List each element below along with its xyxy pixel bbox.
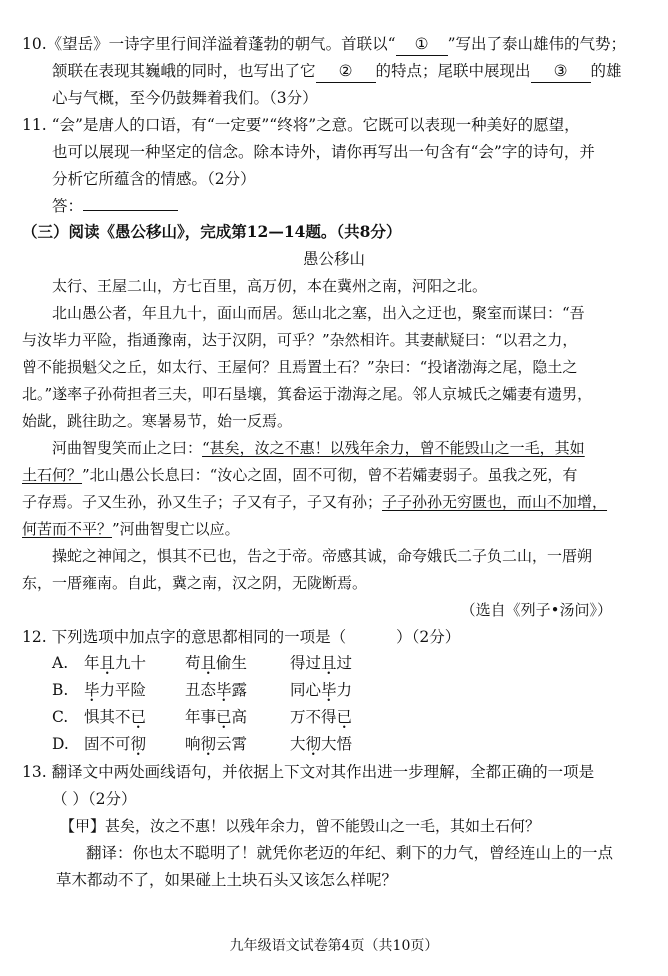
q10-blank-2[interactable]: ② <box>316 60 376 83</box>
q12-option-word: 毕力平险 <box>84 681 147 699</box>
q10-text-e: 的雄 <box>590 62 622 80</box>
dotted-character: 彻 <box>200 735 217 753</box>
passage-p3-line-4 <box>22 518 240 540</box>
passage-p2-line-4: 北。”遂率子孙荷担者三夫，叩石垦壤，箕畚运于渤海之尾。邻人京城氏之孀妻有遗男， <box>22 385 593 403</box>
passage-p3-text-b: ”北山愚公长息曰：“汝心之固，固不可彻，曾不若孀妻弱子。虽我之死，有 <box>82 466 578 484</box>
q10-blank-3[interactable]: ③ <box>531 60 591 83</box>
underlined-sentence-yi-part-2: 何苦而不平？ <box>22 520 113 538</box>
page-footer: 九年级语文试卷第4页（共10页） <box>229 938 439 954</box>
q12-option-letter[interactable]: D. <box>52 735 69 753</box>
q10-text-c: 颔联在表现其巍峨的同时，也写出了它 <box>52 62 316 80</box>
q11-answer-row <box>52 195 178 217</box>
dotted-character: 毕 <box>84 681 100 699</box>
q12-option-word: 丑态毕露 <box>185 681 248 699</box>
passage-p2-line-5: 始龀，跳往助之。寒暑易节，始一反焉。 <box>22 412 293 430</box>
underlined-sentence-yi-part-1: 子子孙孙无穷匮也，而山不加增， <box>382 493 608 511</box>
q13-jia-sentence: 【甲】甚矣，汝之不惠！以残年余力，曾不能毁山之一毛，其如土石何？ <box>60 817 541 835</box>
q12-option-word: 年事已高 <box>185 708 248 726</box>
passage-p1: 太行、王屋二山，方七百里，高万仞，本在冀州之南，河阳之北。 <box>52 277 488 295</box>
q12-option-word: 大彻大悟 <box>290 735 353 753</box>
q10-line-2 <box>52 60 622 83</box>
underlined-sentence-jia-part-1: “甚矣，汝之不惠！以残年余力，曾不能毁山之一毛，其如 <box>202 439 585 457</box>
dotted-character: 已 <box>216 708 232 726</box>
q12-option-word: 万不得已 <box>290 708 353 726</box>
q13-line-2: （ ）（2分） <box>52 790 137 808</box>
q12-option-word: 得过且过 <box>290 654 353 672</box>
q13-line-1: 13. 翻译文中两处画线语句，并依据上下文对其作出进一步理解，全都正确的一项是 <box>22 763 595 781</box>
dotted-character: 已 <box>336 708 353 726</box>
dotted-character: 彻 <box>305 735 322 753</box>
q13-translation-line-2: 草木都动不了，如果碰上土块石头又该怎么样呢？ <box>56 871 398 889</box>
passage-p3-line-3 <box>22 491 607 513</box>
q12-option-word: 年且九十 <box>84 654 147 672</box>
q11-line-3: 分析它所蕴含的情感。（2分） <box>52 170 256 188</box>
q10-line-3: 心与气概，至今仍鼓舞着我们。（3分） <box>52 89 318 107</box>
passage-p3-text-c: 子存焉。子又生孙，孙又生子；子又有子，子又有孙； <box>22 493 383 511</box>
passage-p4-line-2: 东，一厝雍南。自此，冀之南，汉之阴，无陇断焉。 <box>22 574 368 592</box>
q10-line-1 <box>22 33 626 56</box>
q12-option-letter[interactable]: B. <box>52 681 69 699</box>
passage-p3-line-2 <box>22 464 577 486</box>
q11-answer-label: 答： <box>52 197 84 215</box>
q11-answer-line[interactable] <box>83 196 178 211</box>
q11-line-2: 也可以展现一种坚定的信念。除本诗外，请你再写出一句含有“会”字的诗句，并 <box>52 143 595 161</box>
q12-option-word: 固不可彻 <box>84 735 147 753</box>
q12-stem <box>22 626 460 648</box>
dotted-character: 且 <box>200 654 217 672</box>
passage-title: 愚公移山 <box>302 250 365 268</box>
passage-source: （选自《列子•汤问》） <box>460 601 612 619</box>
passage-p3-text-d: ”河曲智叟亡以应。 <box>112 520 240 538</box>
q12-option-word: 同心毕力 <box>290 681 353 699</box>
section-3-heading: （三）阅读《愚公移山》，完成第12—14题。（共8分） <box>22 222 402 241</box>
q12-option-word: 惧其不已 <box>84 708 147 726</box>
dotted-character: 彻 <box>130 735 147 753</box>
passage-p2-line-2: 与汝毕力平险，指通豫南，达于汉阴，可乎？”杂然相许。其妻献疑曰：“以君之力， <box>22 331 578 349</box>
passage-p3-text-a: 河曲智叟笑而止之曰： <box>52 439 203 457</box>
dotted-character: 已 <box>130 708 147 726</box>
q10-text-b: ”写出了泰山雄伟的气势； <box>447 35 627 53</box>
dotted-character: 毕 <box>216 681 232 699</box>
underlined-sentence-jia-part-2: 土石何？ <box>22 466 83 484</box>
q12-option-word: 苟且偷生 <box>185 654 248 672</box>
dotted-character: 毕 <box>321 681 337 699</box>
q10-blank-1[interactable]: ① <box>396 33 448 56</box>
q12-stem-text: 12. 下列选项中加点字的意思都相同的一项是（ <box>22 628 347 646</box>
q12-stem-score: ）（2分） <box>396 628 461 646</box>
q13-translation-line-1: 翻译：你也太不聪明了！就凭你老迈的年纪、剩下的力气，曾经连山上的一点 <box>86 844 614 862</box>
passage-p4-line-1: 操蛇之神闻之，惧其不已也，告之于帝。帝感其诚，命夸娥氏二子负二山，一厝朔 <box>52 547 593 565</box>
passage-p3-line-1 <box>52 437 585 459</box>
q12-option-letter[interactable]: A. <box>52 654 69 672</box>
q12-option-letter[interactable]: C. <box>52 708 69 726</box>
dotted-character: 且 <box>99 654 116 672</box>
passage-p2-line-3: 曾不能损魁父之丘，如太行、王屋何？且焉置土石？”杂曰：“投诸渤海之尾，隐土之 <box>22 358 578 376</box>
q10-text-d: 的特点；尾联中展现出 <box>375 62 531 80</box>
q10-text-a: 10.《望岳》一诗字里行间洋溢着蓬勃的朝气。首联以“ <box>22 35 396 53</box>
dotted-character: 且 <box>321 654 337 672</box>
passage-p2-line-1: 北山愚公者，年且九十，面山而居。惩山北之塞，出入之迂也，聚室而谋曰：“吾 <box>52 304 585 322</box>
q11-line-1: 11. “会”是唐人的口语，有“一定要”“终将”之意。它既可以表现一种美好的愿望， <box>22 116 580 134</box>
q12-option-word: 响彻云霄 <box>185 735 248 753</box>
